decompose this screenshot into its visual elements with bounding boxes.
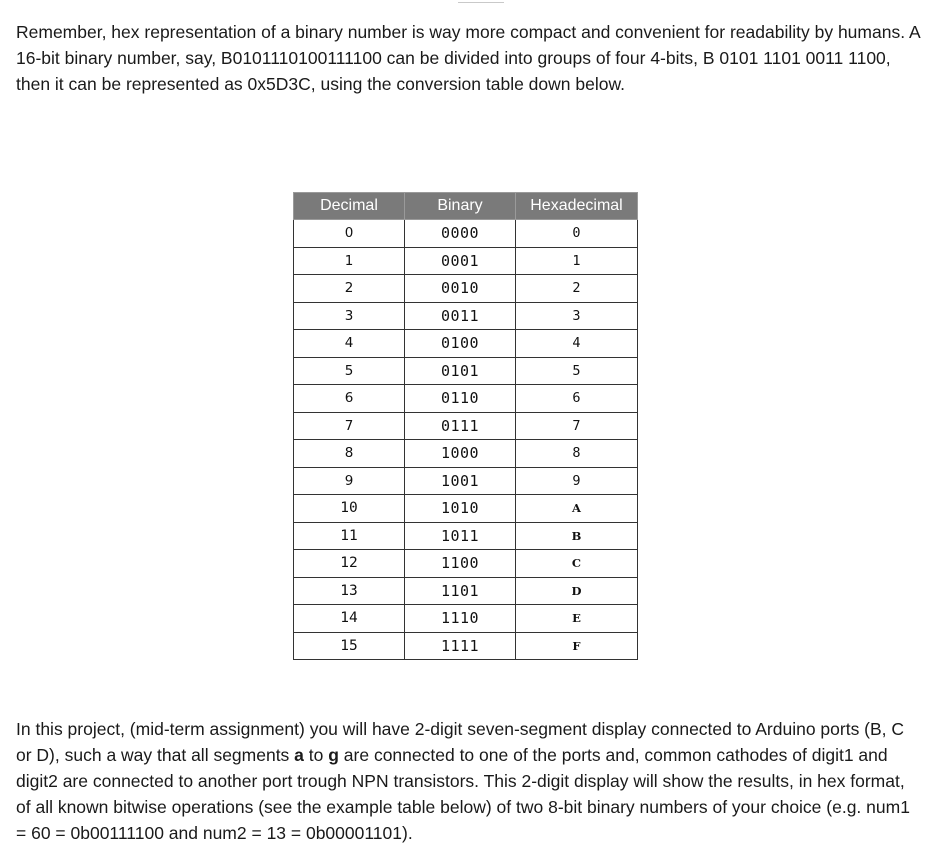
table-row: [294, 522, 638, 550]
cell-hexadecimal: 3: [516, 302, 638, 330]
project-paragraph: [16, 716, 921, 846]
cell-decimal: 0: [294, 220, 405, 248]
table-row: [294, 632, 638, 660]
cell-decimal: 10: [294, 495, 405, 523]
cell-binary: 0001: [405, 247, 516, 275]
top-divider: [458, 0, 504, 3]
cell-binary: 1010: [405, 495, 516, 523]
table-header-row: [294, 193, 638, 220]
cell-binary: 1100: [405, 550, 516, 578]
cell-binary: 1110: [405, 605, 516, 633]
intro-paragraph: Remember, hex representation of a binary number is way more compact and convenient for readability by humans. A 16-bit binary number, say, B0101110100111100 can be divided into groups of four 4-bits, B 0101 1101 0011 1100, then it can be represented as 0x5D3C, using the conversion table down below.: [16, 22, 920, 94]
cell-hexadecimal: 0: [516, 220, 638, 248]
cell-binary: 1011: [405, 522, 516, 550]
cell-decimal: 9: [294, 467, 405, 495]
table-row: [294, 495, 638, 523]
table-row: [294, 577, 638, 605]
cell-binary: 0100: [405, 330, 516, 358]
cell-binary: 1001: [405, 467, 516, 495]
conversion-table: [293, 192, 638, 660]
project-text-part3: are connected to one of the ports and, common cathodes of digit1 and digit2 are connected to another port trough NPN transistors. This 2-digit display will show the results, in hex format, of all known bitwise operations (see the example table below) of two 8-bit binary numbers of your choice (e.g. num1 = 60 = 0b00111100 and num2 = 13 = 0b00001101).: [16, 745, 910, 843]
table-row: [294, 275, 638, 303]
table-row: [294, 302, 638, 330]
cell-hexadecimal: 1: [516, 247, 638, 275]
cell-decimal: 13: [294, 577, 405, 605]
table-row: [294, 330, 638, 358]
cell-binary: 1000: [405, 440, 516, 468]
cell-hexadecimal: F: [516, 632, 638, 660]
cell-binary: 0010: [405, 275, 516, 303]
segment-g-label: g: [328, 745, 339, 765]
table-row: [294, 247, 638, 275]
cell-binary: 0111: [405, 412, 516, 440]
table-row: [294, 412, 638, 440]
cell-binary: 1111: [405, 632, 516, 660]
cell-hexadecimal: A: [516, 495, 638, 523]
cell-hexadecimal: 6: [516, 385, 638, 413]
cell-decimal: 1: [294, 247, 405, 275]
cell-binary: 0000: [405, 220, 516, 248]
cell-decimal: 3: [294, 302, 405, 330]
cell-decimal: 5: [294, 357, 405, 385]
cell-decimal: 12: [294, 550, 405, 578]
project-text-part2: to: [303, 745, 329, 765]
table-row: [294, 220, 638, 248]
cell-hexadecimal: 4: [516, 330, 638, 358]
cell-hexadecimal: 2: [516, 275, 638, 303]
header-binary: Binary: [405, 193, 516, 220]
cell-decimal: 8: [294, 440, 405, 468]
cell-hexadecimal: 8: [516, 440, 638, 468]
cell-hexadecimal: D: [516, 577, 638, 605]
cell-decimal: 4: [294, 330, 405, 358]
header-hexadecimal: Hexadecimal: [516, 193, 638, 220]
cell-decimal: 14: [294, 605, 405, 633]
cell-hexadecimal: 9: [516, 467, 638, 495]
segment-a-label: a: [294, 745, 304, 765]
header-decimal: Decimal: [294, 193, 405, 220]
table-row: [294, 605, 638, 633]
cell-hexadecimal: B: [516, 522, 638, 550]
cell-binary: 0110: [405, 385, 516, 413]
table-row: [294, 440, 638, 468]
table-row: [294, 550, 638, 578]
cell-binary: 1101: [405, 577, 516, 605]
cell-decimal: 7: [294, 412, 405, 440]
cell-decimal: 11: [294, 522, 405, 550]
cell-decimal: 6: [294, 385, 405, 413]
cell-decimal: 2: [294, 275, 405, 303]
cell-hexadecimal: C: [516, 550, 638, 578]
cell-hexadecimal: 7: [516, 412, 638, 440]
cell-decimal: 15: [294, 632, 405, 660]
table-row: [294, 357, 638, 385]
cell-hexadecimal: 5: [516, 357, 638, 385]
cell-binary: 0101: [405, 357, 516, 385]
cell-binary: 0011: [405, 302, 516, 330]
table-row: [294, 385, 638, 413]
project-text-part1: In this project, (mid-term assignment) you will have 2-digit seven-segment display connected to Arduino ports (B, C or D), such a way that all segments: [16, 719, 905, 765]
cell-hexadecimal: E: [516, 605, 638, 633]
table-row: [294, 467, 638, 495]
